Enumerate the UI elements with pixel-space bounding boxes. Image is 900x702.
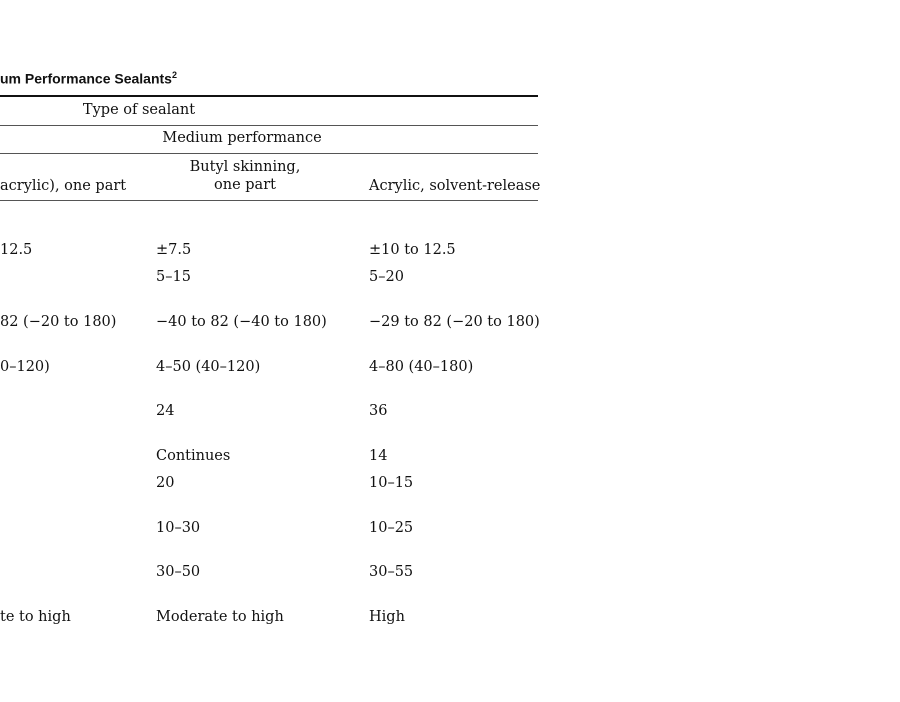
cell-col1: 12.5	[0, 242, 33, 258]
cell-col3: ±10 to 12.5	[369, 242, 456, 258]
header-col1: acrylic), one part	[0, 178, 127, 194]
cell-col3: −29 to 82 (−20 to 180)	[369, 314, 540, 330]
cell-col3: 36	[369, 403, 388, 419]
cell-col2: 24	[156, 403, 175, 419]
cell-col2: Moderate to high	[156, 609, 284, 625]
cell-col2: −40 to 82 (−40 to 180)	[156, 314, 327, 330]
cell-col3: 10–15	[369, 475, 414, 491]
cell-col2: 30–50	[156, 564, 201, 580]
cell-col2: 20	[156, 475, 175, 491]
cell-col2: 5–15	[156, 269, 191, 285]
cell-col3: 14	[369, 448, 388, 464]
rule-under-type	[0, 125, 538, 126]
header-col3: Acrylic, solvent-release	[369, 178, 541, 194]
cell-col2: 10–30	[156, 520, 201, 536]
cell-col3: High	[369, 609, 405, 625]
top-rule	[0, 95, 538, 97]
rule-under-medium	[0, 153, 538, 154]
cell-col2: ±7.5	[156, 242, 192, 258]
header-medium-performance: Medium performance	[162, 130, 322, 146]
cell-col1: 82 (−20 to 180)	[0, 314, 117, 330]
caption-superscript: 2	[171, 70, 177, 80]
cell-col3: 5–20	[369, 269, 404, 285]
cell-col3: 30–55	[369, 564, 414, 580]
cell-col3: 10–25	[369, 520, 414, 536]
header-type-of-sealant: Type of sealant	[82, 102, 196, 118]
cell-col1: 0–120)	[0, 359, 50, 375]
cell-col1: te to high	[0, 609, 71, 625]
rule-under-headers	[0, 200, 538, 201]
header-col2-line1: Butyl skinning,	[189, 159, 301, 175]
header-col2-line2: one part	[214, 177, 276, 193]
caption-text: um Performance Sealants	[0, 70, 172, 87]
table-caption	[0, 70, 538, 87]
cell-col3: 4–80 (40–180)	[369, 359, 474, 375]
cell-col2: 4–50 (40–120)	[156, 359, 261, 375]
cell-col2: Continues	[156, 448, 231, 464]
